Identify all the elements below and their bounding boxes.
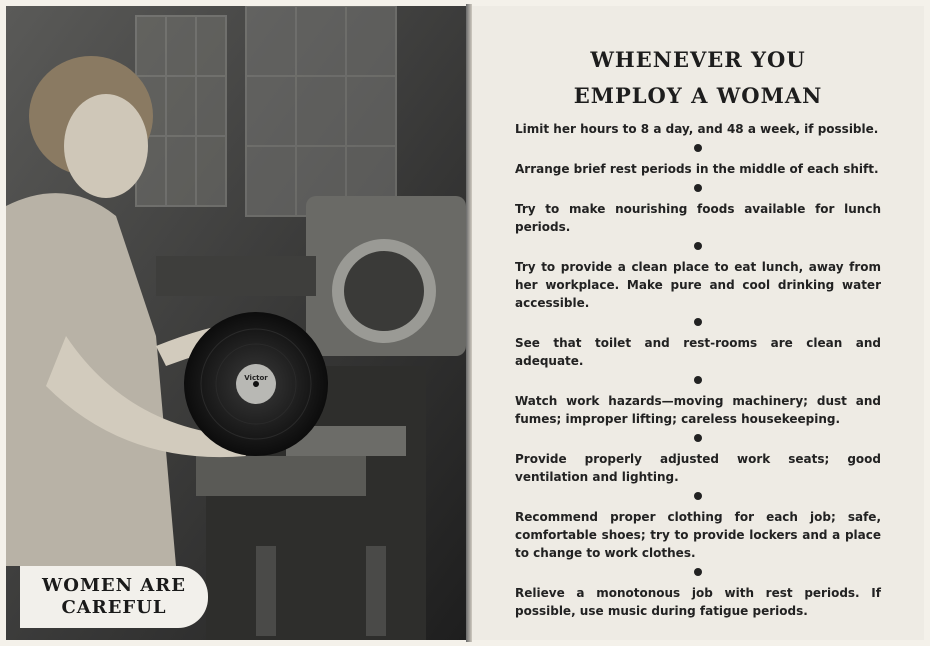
bullet-dot bbox=[694, 144, 702, 152]
list-item: See that toilet and rest-rooms are clean and adequate. bbox=[515, 336, 881, 368]
record-label: Victor bbox=[244, 374, 268, 382]
factory-photo bbox=[6, 6, 468, 640]
bullet-dot bbox=[694, 376, 702, 384]
bullet-dot bbox=[694, 242, 702, 250]
title-line-2: EMPLOY A WOMAN bbox=[573, 83, 823, 108]
list-item: Limit her hours to 8 a day, and 48 a week, if possible. bbox=[515, 122, 879, 136]
list-item: Watch work hazards—moving machinery; dust and fumes; improper lifting; careless housekeeping. bbox=[515, 394, 881, 426]
list-item: Relieve a monotonous job with rest periods. If possible, use music during fatigue periods. bbox=[515, 586, 881, 618]
bullet-dot bbox=[694, 184, 702, 192]
text-page bbox=[472, 6, 924, 640]
bullet-dot bbox=[694, 568, 702, 576]
photo-caption bbox=[20, 566, 208, 628]
bullet-dot bbox=[694, 434, 702, 442]
caption-line-2: CAREFUL bbox=[61, 597, 167, 618]
bullet-dot bbox=[694, 318, 702, 326]
photo-page bbox=[6, 6, 468, 640]
list-item: Arrange brief rest periods in the middle of each shift. bbox=[515, 162, 879, 176]
guideline-list bbox=[515, 120, 881, 620]
title-line-1: WHENEVER YOU bbox=[590, 47, 806, 72]
list-item: Provide properly adjusted work seats; good ventilation and lighting. bbox=[515, 452, 881, 484]
list-item: Recommend proper clothing for each job; safe, comfortable shoes; try to provide lockers and a place to change to work clothes. bbox=[515, 510, 881, 560]
window-grid bbox=[136, 6, 396, 216]
list-item: Try to provide a clean place to eat lunch, away from her workplace. Make pure and cool drinking water accessible. bbox=[515, 260, 881, 310]
page-title bbox=[472, 42, 924, 114]
record-disc bbox=[184, 312, 328, 456]
list-item: Try to make nourishing foods available for lunch periods. bbox=[515, 202, 881, 234]
bullet-dot bbox=[694, 492, 702, 500]
caption-line-1: WOMEN ARE bbox=[42, 575, 186, 596]
